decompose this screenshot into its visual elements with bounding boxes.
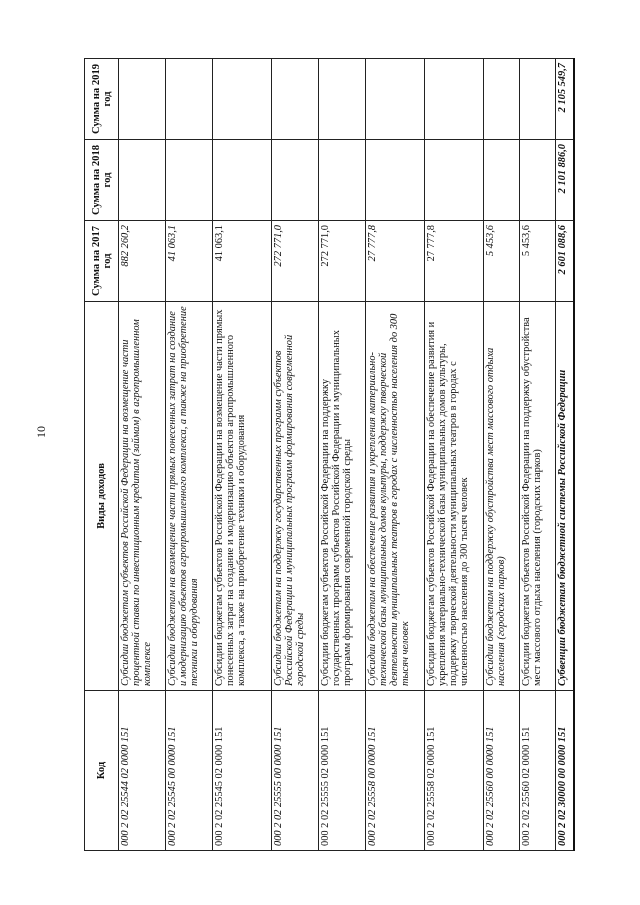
table-row xyxy=(119,59,166,851)
table-row xyxy=(366,59,425,851)
row-sum-2018 xyxy=(319,140,366,221)
row-sum-2017: 5 453,6 xyxy=(520,221,556,302)
row-sum-2019 xyxy=(119,59,166,140)
header-sum-2019: Сумма на 2019 год xyxy=(85,59,119,140)
row-code: 000 2 02 25558 02 0000 151 xyxy=(425,691,484,851)
header-code: Код xyxy=(85,691,119,851)
row-sum-2019 xyxy=(319,59,366,140)
table-row xyxy=(520,59,556,851)
table-row-subventions-total xyxy=(556,59,574,851)
row-sum-2019 xyxy=(520,59,556,140)
table-row xyxy=(425,59,484,851)
row-sum-2019 xyxy=(213,59,272,140)
row-sum-2017: 41 063,1 xyxy=(213,221,272,302)
header-sum-2018: Сумма на 2018 год xyxy=(85,140,119,221)
row-description: Субсидии бюджетам субъектов Российской Федерации на поддержку государственных программ субъектов Российской Федерации и муниципальных программ формирования современной городской среды xyxy=(319,302,366,691)
row-sum-2017: 27 777,8 xyxy=(425,221,484,302)
row-description: Субсидии бюджетам субъектов Российской Федерации на возмещение части процентной ставки по инвестиционным кредитам (займам) в агропромышленном комплексе xyxy=(119,302,166,691)
row-sum-2019 xyxy=(484,59,520,140)
row-sum-2019 xyxy=(272,59,319,140)
row-sum-2017: 882 260,2 xyxy=(119,221,166,302)
row-description: Субсидии бюджетам на поддержку государственных программ субъектов Российской Федерации и муниципальных программ формирования современной городской среды xyxy=(272,302,319,691)
row-sum-2019: 2 105 549,7 xyxy=(556,59,574,140)
row-sum-2018 xyxy=(166,140,213,221)
row-sum-2018 xyxy=(520,140,556,221)
row-description: Субсидии бюджетам на обеспечение развития и укрепления материально-технической базы муниципальных домов культуры, поддержку творческой деятельности муниципальных театров в городах с численностью населения до 300 тысяч человек xyxy=(366,302,425,691)
row-description: Субсидии бюджетам на поддержку обустройства мест массового отдыха населения (городских парков) xyxy=(484,302,520,691)
row-code: 000 2 02 25544 02 0000 151 xyxy=(119,691,166,851)
table-header-row xyxy=(85,59,119,851)
header-sum-2017: Сумма на 2017 год xyxy=(85,221,119,302)
row-sum-2017: 5 453,6 xyxy=(484,221,520,302)
row-description: Субвенции бюджетам бюджетной системы Российской Федерации xyxy=(556,302,574,691)
row-code: 000 2 02 30000 00 0000 151 xyxy=(556,691,574,851)
budget-revenue-table xyxy=(84,58,575,851)
table-row xyxy=(272,59,319,851)
page-number: 10 xyxy=(34,426,48,438)
row-sum-2019 xyxy=(425,59,484,140)
row-sum-2018 xyxy=(272,140,319,221)
row-sum-2018 xyxy=(425,140,484,221)
row-sum-2019 xyxy=(166,59,213,140)
rotated-table-container xyxy=(84,58,573,851)
row-code: 000 2 02 25545 00 0000 151 xyxy=(166,691,213,851)
row-description: Субсидии бюджетам субъектов Российской Федерации на обеспечение развития и укрепления материально-технической базы муниципальных домов культуры, поддержку творческой деятельности муниципальных театров в городах с численностью населения до 300 тысяч человек xyxy=(425,302,484,691)
row-sum-2017: 272 771,0 xyxy=(272,221,319,302)
table-row xyxy=(319,59,366,851)
row-sum-2017: 27 777,8 xyxy=(366,221,425,302)
row-description: Субсидии бюджетам субъектов Российской Федерации на возмещение части прямых понесенных затрат на создание и модернизацию объектов агропромышленного комплекса, а также на приобретение техники и оборудования xyxy=(213,302,272,691)
row-code: 000 2 02 25558 00 0000 151 xyxy=(366,691,425,851)
table-row xyxy=(166,59,213,851)
row-sum-2018: 2 101 886,0 xyxy=(556,140,574,221)
row-sum-2017: 41 063,1 xyxy=(166,221,213,302)
row-sum-2017: 272 771,0 xyxy=(319,221,366,302)
row-code: 000 2 02 25560 02 0000 151 xyxy=(520,691,556,851)
row-code: 000 2 02 25555 00 0000 151 xyxy=(272,691,319,851)
row-description: Субсидии бюджетам на возмещение части прямых понесенных затрат на создание и модернизацию объектов агропромышленного комплекса, а также на приобретение техники и оборудования xyxy=(166,302,213,691)
row-sum-2018 xyxy=(213,140,272,221)
row-code: 000 2 02 25545 02 0000 151 xyxy=(213,691,272,851)
row-sum-2018 xyxy=(366,140,425,221)
table-row xyxy=(484,59,520,851)
row-sum-2019 xyxy=(366,59,425,140)
header-type: Виды доходов xyxy=(85,302,119,691)
row-code: 000 2 02 25560 00 0000 151 xyxy=(484,691,520,851)
row-sum-2018 xyxy=(484,140,520,221)
row-sum-2018 xyxy=(119,140,166,221)
row-code: 000 2 02 25555 02 0000 151 xyxy=(319,691,366,851)
table-row xyxy=(213,59,272,851)
row-sum-2017: 2 601 088,6 xyxy=(556,221,574,302)
row-description: Субсидии бюджетам субъектов Российской Федерации на поддержку обустройства мест массового отдыха населения (городских парков) xyxy=(520,302,556,691)
